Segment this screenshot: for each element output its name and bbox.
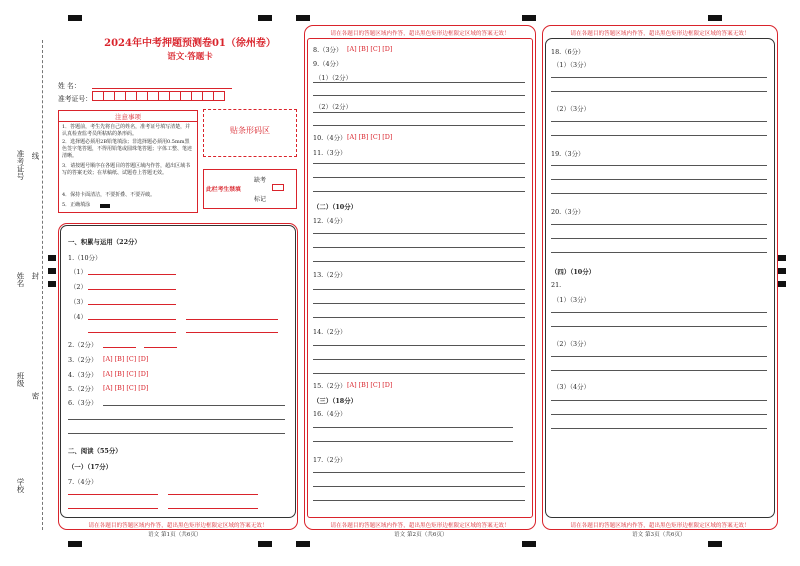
answer-line[interactable] xyxy=(313,486,525,487)
answer-line[interactable] xyxy=(313,303,525,304)
q9-sub-2: （2）（2分） xyxy=(315,103,352,111)
answer-line[interactable] xyxy=(68,494,158,495)
section-2-title: 二、阅读（55分） xyxy=(68,447,122,455)
answer-line[interactable] xyxy=(551,77,767,78)
name-label: 姓 名： xyxy=(58,82,81,90)
question-2: 2.（2分） xyxy=(68,341,98,349)
answer-line[interactable] xyxy=(551,91,767,92)
question-12: 12.（4分） xyxy=(313,217,347,225)
answer-line[interactable] xyxy=(551,400,767,401)
answer-line[interactable] xyxy=(313,317,525,318)
name-field[interactable] xyxy=(92,88,232,89)
question-15: 15.（2分） xyxy=(313,382,347,390)
answer-line[interactable] xyxy=(88,289,176,290)
binding-line xyxy=(42,40,43,530)
q1-sub-2: （2） xyxy=(70,283,87,291)
question-14: 14.（2分） xyxy=(313,328,347,336)
page-footer-1: 语文 第1页（共6页） xyxy=(148,532,202,538)
question-10: 10.（4分） xyxy=(313,134,347,142)
side-label-name: 姓名 xyxy=(16,272,25,287)
question-18: 18.（6分） xyxy=(551,48,585,56)
q9-sub-1: （1）（2分） xyxy=(315,74,352,82)
answer-line[interactable] xyxy=(68,419,285,420)
page-footer-2: 语文 第2页（共6页） xyxy=(394,532,448,538)
section-1-title: 一、积累与运用（22分） xyxy=(68,238,141,246)
answer-line[interactable] xyxy=(313,289,525,290)
answer-line[interactable] xyxy=(186,319,278,320)
answer-line[interactable] xyxy=(313,427,513,428)
q10-choices[interactable]: [A] [B] [C] [D] xyxy=(347,133,393,141)
answer-line[interactable] xyxy=(551,326,767,327)
answer-line[interactable] xyxy=(551,414,767,415)
timing-mark xyxy=(258,15,272,21)
answer-line[interactable] xyxy=(313,163,525,164)
filled-sample-mark xyxy=(100,204,110,208)
timing-mark xyxy=(778,268,786,274)
question-8: 8.（3分） xyxy=(313,46,343,54)
question-6: 6.（3分） xyxy=(68,399,98,407)
answer-line[interactable] xyxy=(551,121,767,122)
barcode-label: 贴条形码区 xyxy=(230,126,270,135)
answer-line[interactable] xyxy=(551,238,767,239)
answer-line[interactable] xyxy=(68,508,158,509)
answer-line[interactable] xyxy=(551,370,767,371)
q15-choices[interactable]: [A] [B] [C] [D] xyxy=(347,381,393,389)
notice-top-3: 请在各题目的答题区域内作答，超出黑色矩形边框限定区域的答案无效！ xyxy=(570,31,750,37)
question-19: 19.（3分） xyxy=(551,150,585,158)
timing-mark xyxy=(48,268,56,274)
question-17: 17.（2分） xyxy=(313,456,347,464)
answer-line[interactable] xyxy=(551,224,767,225)
absent-top: 缺考 xyxy=(254,177,267,184)
question-16: 16.（4分） xyxy=(313,410,347,418)
question-21: 21. xyxy=(551,281,562,289)
question-9: 9.（4分） xyxy=(313,60,343,68)
page-footer-3: 语文 第3页（共6页） xyxy=(632,532,686,538)
question-3: 3.（2分） xyxy=(68,356,98,364)
answer-line[interactable] xyxy=(88,274,176,275)
absent-label: 此栏考生禁填 xyxy=(206,187,241,193)
notes-title: 注意事项 xyxy=(115,113,141,121)
side-label-school: 学校 xyxy=(16,478,25,493)
answer-line[interactable] xyxy=(168,508,258,509)
question-11: 11.（3分） xyxy=(313,149,347,157)
note-item-3: 3．请按题号顺序在各题目的答题区域内作答，超出区域书写的答案无效；在草稿纸、试题卷上答题无效。 xyxy=(62,163,191,176)
q3-choices[interactable]: [A] [B] [C] [D] xyxy=(103,355,149,363)
absent-bottom: 标记 xyxy=(254,196,267,203)
timing-mark xyxy=(68,541,82,547)
answer-line[interactable] xyxy=(68,433,285,434)
answer-line[interactable] xyxy=(313,233,525,234)
timing-mark xyxy=(778,281,786,287)
q1-sub-3: （3） xyxy=(70,298,87,306)
answer-line[interactable] xyxy=(551,356,767,357)
part-4-title: （四）（10分） xyxy=(551,268,596,276)
part-1-title: （一）（17分） xyxy=(68,463,113,471)
answer-line[interactable] xyxy=(88,304,176,305)
timing-mark xyxy=(778,255,786,261)
answer-line[interactable] xyxy=(551,428,767,429)
answer-line[interactable] xyxy=(551,312,767,313)
answer-line[interactable] xyxy=(313,373,525,374)
note-item-4: 4．保持卡面清洁，不要折叠、不要弄破。 xyxy=(62,192,156,198)
answer-line[interactable] xyxy=(88,332,176,333)
answer-line[interactable] xyxy=(103,347,136,348)
exam-title: 2024年中考押题预测卷01（徐州卷） xyxy=(104,38,276,49)
answer-line[interactable] xyxy=(103,405,285,406)
notice-bottom-2: 请在各题目的答题区域内作答，超出黑色矩形边框限定区域的答案无效！ xyxy=(330,523,510,529)
q1-sub-4: （4） xyxy=(70,313,87,321)
answer-line[interactable] xyxy=(551,193,767,194)
notice-top-2: 请在各题目的答题区域内作答，超出黑色矩形边框限定区域的答案无效！ xyxy=(330,31,510,37)
answer-line[interactable] xyxy=(313,125,525,126)
answer-line[interactable] xyxy=(313,112,525,113)
absent-checkbox[interactable] xyxy=(272,184,284,191)
note-item-1: 1．答题前，考生先将自己的姓名，准考证号填写清楚，并认真检查监考员所粘贴的条形码。 xyxy=(62,124,191,137)
answer-line[interactable] xyxy=(551,179,767,180)
note-item-2: 2．选择题必须用2B铅笔填涂；非选择题必须用0.5mm黑色签字笔答题，不得用铅笔或圆珠笔答题；字体工整、笔迹清晰。 xyxy=(62,139,193,159)
timing-mark xyxy=(708,15,722,21)
question-5: 5.（2分） xyxy=(68,385,98,393)
answer-line[interactable] xyxy=(313,177,525,178)
note-item-5: 5．正确填涂 xyxy=(62,202,91,208)
part-2-title: （二）（10分） xyxy=(313,203,358,211)
part-3-title: （三）（18分） xyxy=(313,397,358,405)
notice-bottom-3: 请在各题目的答题区域内作答，超出黑色矩形边框限定区域的答案无效！ xyxy=(570,523,750,529)
question-1: 1.（10分） xyxy=(68,254,102,262)
answer-line[interactable] xyxy=(551,252,767,253)
answer-line[interactable] xyxy=(88,319,176,320)
timing-mark xyxy=(522,541,536,547)
q21-sub-1: （1）（3分） xyxy=(553,296,590,304)
answer-line[interactable] xyxy=(313,359,525,360)
q8-choices[interactable]: [A] [B] [C] [D] xyxy=(347,45,393,53)
q1-sub-1: （1） xyxy=(70,268,87,276)
q21-sub-2: （2）（3分） xyxy=(553,340,590,348)
answer-line[interactable] xyxy=(551,135,767,136)
timing-mark xyxy=(48,281,56,287)
side-label-id: 准考证号 xyxy=(16,150,25,180)
answer-line[interactable] xyxy=(313,345,525,346)
question-7: 7.（4分） xyxy=(68,478,98,486)
question-4: 4.（3分） xyxy=(68,371,98,379)
notes-divider xyxy=(58,121,198,122)
q5-choices[interactable]: [A] [B] [C] [D] xyxy=(103,384,149,392)
timing-mark xyxy=(708,541,722,547)
question-13: 13.（2分） xyxy=(313,271,347,279)
id-label: 准考证号： xyxy=(58,95,92,103)
answer-line[interactable] xyxy=(313,191,525,192)
q21-sub-3: （3）（4分） xyxy=(553,383,590,391)
notice-bottom-1: 请在各题目的答题区域内作答，超出黑色矩形边框限定区域的答案无效！ xyxy=(88,523,268,529)
answer-line[interactable] xyxy=(168,494,258,495)
timing-mark xyxy=(48,255,56,261)
timing-mark xyxy=(296,541,310,547)
timing-mark xyxy=(258,541,272,547)
answer-line[interactable] xyxy=(313,82,525,83)
answer-line[interactable] xyxy=(313,261,525,262)
side-label-secret: 密 xyxy=(31,392,40,400)
timing-mark xyxy=(68,15,82,21)
timing-mark xyxy=(522,15,536,21)
q4-choices[interactable]: [A] [B] [C] [D] xyxy=(103,370,149,378)
id-number-boxes[interactable] xyxy=(92,91,224,101)
answer-line[interactable] xyxy=(144,347,177,348)
answer-line[interactable] xyxy=(313,95,525,96)
answer-line[interactable] xyxy=(313,500,525,501)
answer-line[interactable] xyxy=(313,472,525,473)
question-20: 20.（3分） xyxy=(551,208,585,216)
side-label-seal: 封 xyxy=(31,272,40,280)
answer-line[interactable] xyxy=(313,247,525,248)
q18-sub-2: （2）（3分） xyxy=(553,105,590,113)
answer-line[interactable] xyxy=(551,165,767,166)
exam-subtitle: 语文·答题卡 xyxy=(167,52,213,62)
q18-sub-1: （1）（3分） xyxy=(553,61,590,69)
answer-line[interactable] xyxy=(313,441,513,442)
side-label-line: 线 xyxy=(31,152,40,160)
answer-line[interactable] xyxy=(186,332,278,333)
timing-mark xyxy=(296,15,310,21)
side-label-class: 班级 xyxy=(16,372,25,387)
